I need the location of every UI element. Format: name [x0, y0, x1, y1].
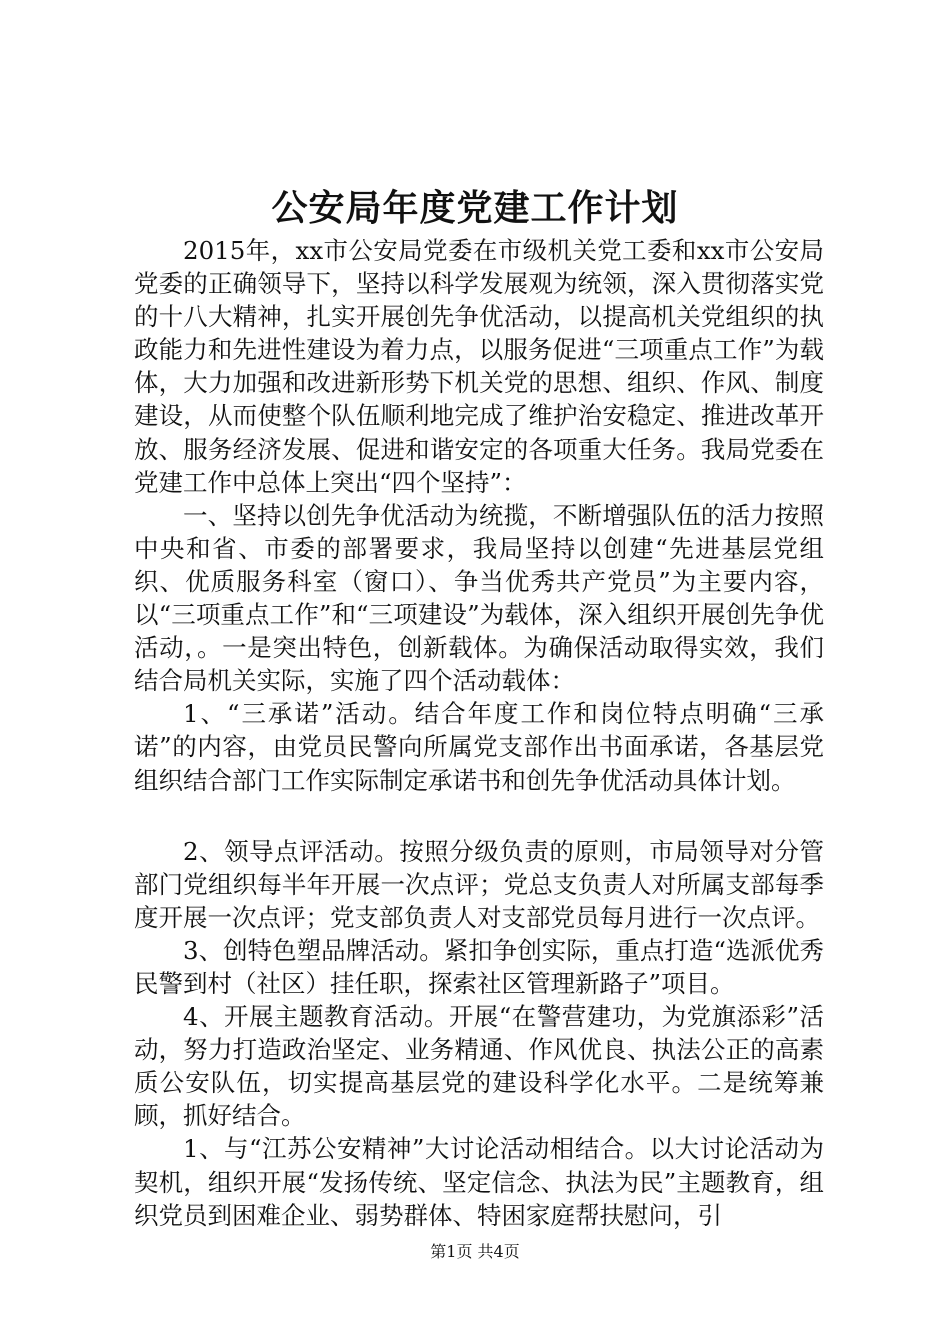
paragraph-intro: 2015年，xx市公安局党委在市级机关党工委和xx市公安局党委的正确领导下，坚持以科学发展观为统领，深入贯彻落实党的十八大精神，扎实开展创先争优活动，以提高机关党组织的执政能力和先进性建设为着力点，以服务促进“三项重点工作”为载体，大力加强和改进新形势下机关党的思想、组织、作风、制度建设，从而使整个队伍顺利地完成了维护治安稳定、推进改革开放、服务经济发展、促进和谐安定的各项重大任务。我局党委在党建工作中总体上突出“四个坚持”：: [134, 236, 824, 497]
paragraph-item-three-commitments: 1、“三承诺”活动。结合年度工作和岗位特点明确“三承诺”的内容，由党员民警向所属党支部作出书面承诺，各基层党组织结合部门工作实际制定承诺书和创先争优活动具体计划。: [134, 699, 824, 795]
paragraph-item-theme-education: 4、开展主题教育活动。开展“在警营建功，为党旗添彩”活动，努力打造政治坚定、业务精通、作风优良、执法公正的高素质公安队伍，切实提高基层党的建设科学化水平。二是统筹兼顾，抓好结合。: [134, 1002, 824, 1131]
paragraph-item-brand-activity: 3、创特色塑品牌活动。紧扣争创实际，重点打造“选派优秀民警到村（社区）挂任职，探索社区管理新路子”项目。: [134, 935, 824, 998]
document-title: 公安局年度党建工作计划: [271, 187, 679, 229]
document-body: [134, 234, 824, 1232]
paragraph-item-leader-review: 2、领导点评活动。按照分级负责的原则，市局领导对分管部门党组织每半年开展一次点评；党总支负责人对所属支部每季度开展一次点评；党支部负责人对支部党员每月进行一次点评。: [134, 836, 824, 932]
page-number-footer: 第1页 共4页: [430, 1242, 520, 1261]
paragraph-item-jiangsu-spirit: 1、与“江苏公安精神”大讨论活动相结合。以大讨论活动为契机，组织开展“发扬传统、坚定信念、执法为民”主题教育，组织党员到困难企业、弱势群体、特困家庭帮扶慰问，引: [134, 1134, 824, 1230]
paragraph-section-one: 一、坚持以创先争优活动为统揽，不断增强队伍的活力按照中央和省、市委的部署要求，我局坚持以创建“先进基层党组织、优质服务科室（窗口）、争当优秀共产党员”为主要内容，以“三项重点工作”和“三项建设”为载体，深入组织开展创先争优活动，。一是突出特色，创新载体。为确保活动取得实效，我们结合局机关实际，实施了四个活动载体：: [134, 500, 824, 696]
